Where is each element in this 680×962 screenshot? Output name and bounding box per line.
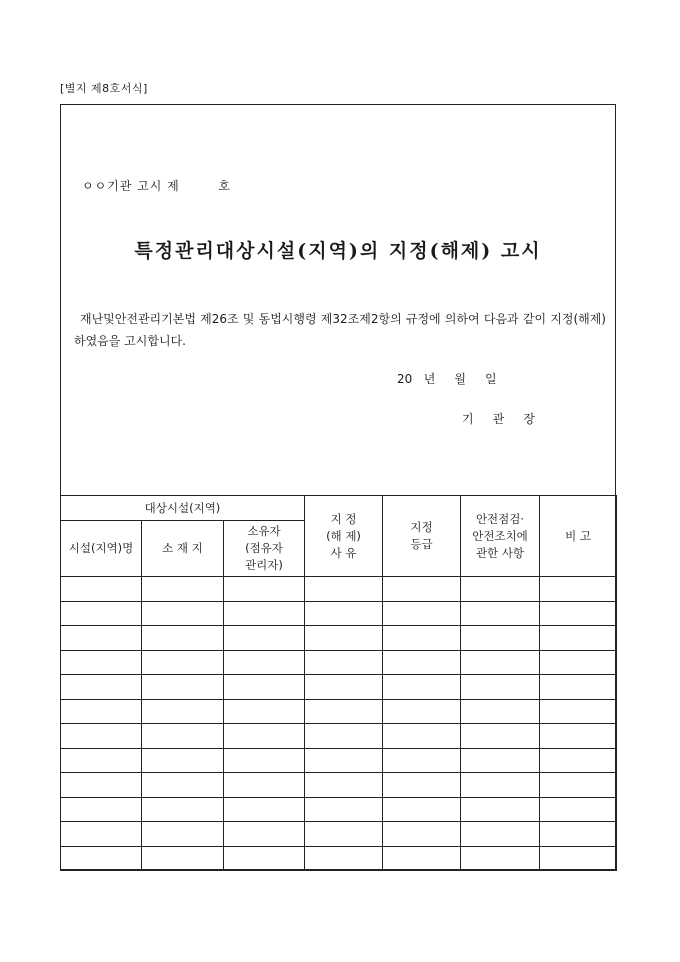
table-cell[interactable] — [540, 699, 617, 724]
header-owner: 소유자 (점유자 관리자) — [224, 521, 305, 577]
table-cell[interactable] — [305, 626, 383, 651]
table-cell[interactable] — [383, 650, 461, 675]
table-cell[interactable] — [383, 626, 461, 651]
table-cell[interactable] — [142, 650, 224, 675]
table-cell[interactable] — [383, 797, 461, 822]
table-cell[interactable] — [61, 748, 142, 773]
table-row — [61, 650, 617, 675]
table-cell[interactable] — [142, 822, 224, 847]
table-cell[interactable] — [540, 650, 617, 675]
table-cell[interactable] — [461, 626, 540, 651]
table-cell[interactable] — [61, 724, 142, 749]
table-cell[interactable] — [305, 773, 383, 798]
form-label: [별지 제8호서식] — [60, 82, 148, 95]
table-cell[interactable] — [383, 846, 461, 871]
table-cell[interactable] — [540, 748, 617, 773]
table-cell[interactable] — [461, 846, 540, 871]
table-cell[interactable] — [540, 601, 617, 626]
table-cell[interactable] — [142, 577, 224, 602]
header-remarks: 비 고 — [540, 496, 617, 577]
table-cell[interactable] — [383, 675, 461, 700]
table-cell[interactable] — [224, 699, 305, 724]
table-cell[interactable] — [142, 724, 224, 749]
table-cell[interactable] — [142, 699, 224, 724]
table-cell[interactable] — [540, 577, 617, 602]
header-facility-name: 시설(지역)명 — [61, 521, 142, 577]
table-cell[interactable] — [461, 699, 540, 724]
table-cell[interactable] — [224, 773, 305, 798]
table-cell[interactable] — [142, 748, 224, 773]
table-cell[interactable] — [461, 601, 540, 626]
table-cell[interactable] — [224, 577, 305, 602]
table-cell[interactable] — [142, 626, 224, 651]
table-cell[interactable] — [305, 724, 383, 749]
date-line: 20 년 월 일 — [397, 372, 497, 386]
table-cell[interactable] — [383, 773, 461, 798]
table-cell[interactable] — [540, 675, 617, 700]
table-cell[interactable] — [142, 601, 224, 626]
table-cell[interactable] — [61, 797, 142, 822]
table-cell[interactable] — [61, 626, 142, 651]
header-location: 소 재 지 — [142, 521, 224, 577]
table-cell[interactable] — [61, 773, 142, 798]
table-cell[interactable] — [305, 748, 383, 773]
body-text: 재난및안전관리기본법 제26조 및 동법시행령 제32조제2항의 규정에 의하여 다음과 같이 지정(해제)하였음을 고시합니다. — [74, 312, 606, 348]
facility-table — [60, 495, 617, 871]
table-cell[interactable] — [224, 797, 305, 822]
header-designation-grade: 지정 등급 — [383, 496, 461, 577]
table-row — [61, 724, 617, 749]
table-cell[interactable] — [305, 699, 383, 724]
table-cell[interactable] — [224, 846, 305, 871]
table-cell[interactable] — [224, 601, 305, 626]
table-cell[interactable] — [383, 699, 461, 724]
table-cell[interactable] — [305, 846, 383, 871]
table-cell[interactable] — [461, 822, 540, 847]
table-cell[interactable] — [61, 577, 142, 602]
table-row — [61, 748, 617, 773]
table-cell[interactable] — [461, 724, 540, 749]
table-cell[interactable] — [540, 724, 617, 749]
table-cell[interactable] — [383, 748, 461, 773]
table-cell[interactable] — [461, 675, 540, 700]
authority-signature: 기 관 장 — [462, 412, 535, 426]
table-cell[interactable] — [142, 797, 224, 822]
table-cell[interactable] — [461, 773, 540, 798]
table-cell[interactable] — [61, 699, 142, 724]
table-cell[interactable] — [383, 822, 461, 847]
table-row — [61, 699, 617, 724]
table-cell[interactable] — [224, 748, 305, 773]
group-header-target-facility: 대상시설(지역) — [61, 496, 305, 521]
notice-number: ㅇㅇ기관 고시 제 호 — [82, 179, 231, 193]
table-cell[interactable] — [540, 846, 617, 871]
table-cell[interactable] — [224, 675, 305, 700]
table-cell[interactable] — [540, 822, 617, 847]
table-cell[interactable] — [224, 724, 305, 749]
table-cell[interactable] — [305, 650, 383, 675]
table-cell[interactable] — [461, 748, 540, 773]
table-cell[interactable] — [142, 846, 224, 871]
table-row — [61, 797, 617, 822]
table-cell[interactable] — [61, 601, 142, 626]
table-cell[interactable] — [540, 626, 617, 651]
table-cell[interactable] — [61, 822, 142, 847]
header-safety-measures: 안전점검· 안전조치에 관한 사항 — [461, 496, 540, 577]
table-cell[interactable] — [61, 846, 142, 871]
table-row — [61, 601, 617, 626]
table-row — [61, 822, 617, 847]
table-cell[interactable] — [540, 797, 617, 822]
table-cell[interactable] — [224, 650, 305, 675]
table-cell[interactable] — [383, 724, 461, 749]
table-cell[interactable] — [305, 822, 383, 847]
table-cell[interactable] — [305, 797, 383, 822]
table-cell[interactable] — [305, 601, 383, 626]
table-row — [61, 846, 617, 871]
table-cell[interactable] — [142, 773, 224, 798]
header-designation-reason: 지 정 (해 제) 사 유 — [305, 496, 383, 577]
table-cell[interactable] — [540, 773, 617, 798]
table-row — [61, 773, 617, 798]
table-cell[interactable] — [224, 626, 305, 651]
table-cell[interactable] — [461, 797, 540, 822]
table-row — [61, 626, 617, 651]
table-cell[interactable] — [383, 601, 461, 626]
table-row — [61, 675, 617, 700]
table-cell[interactable] — [61, 675, 142, 700]
table-cell[interactable] — [305, 675, 383, 700]
table-cell[interactable] — [461, 650, 540, 675]
table-cell[interactable] — [142, 675, 224, 700]
table-cell[interactable] — [224, 822, 305, 847]
table-cell[interactable] — [461, 577, 540, 602]
table-cell[interactable] — [383, 577, 461, 602]
table-cell[interactable] — [305, 577, 383, 602]
table-row — [61, 577, 617, 602]
page-title: 특정관리대상시설(지역)의 지정(해제) 고시 — [134, 240, 542, 262]
table-cell[interactable] — [61, 650, 142, 675]
